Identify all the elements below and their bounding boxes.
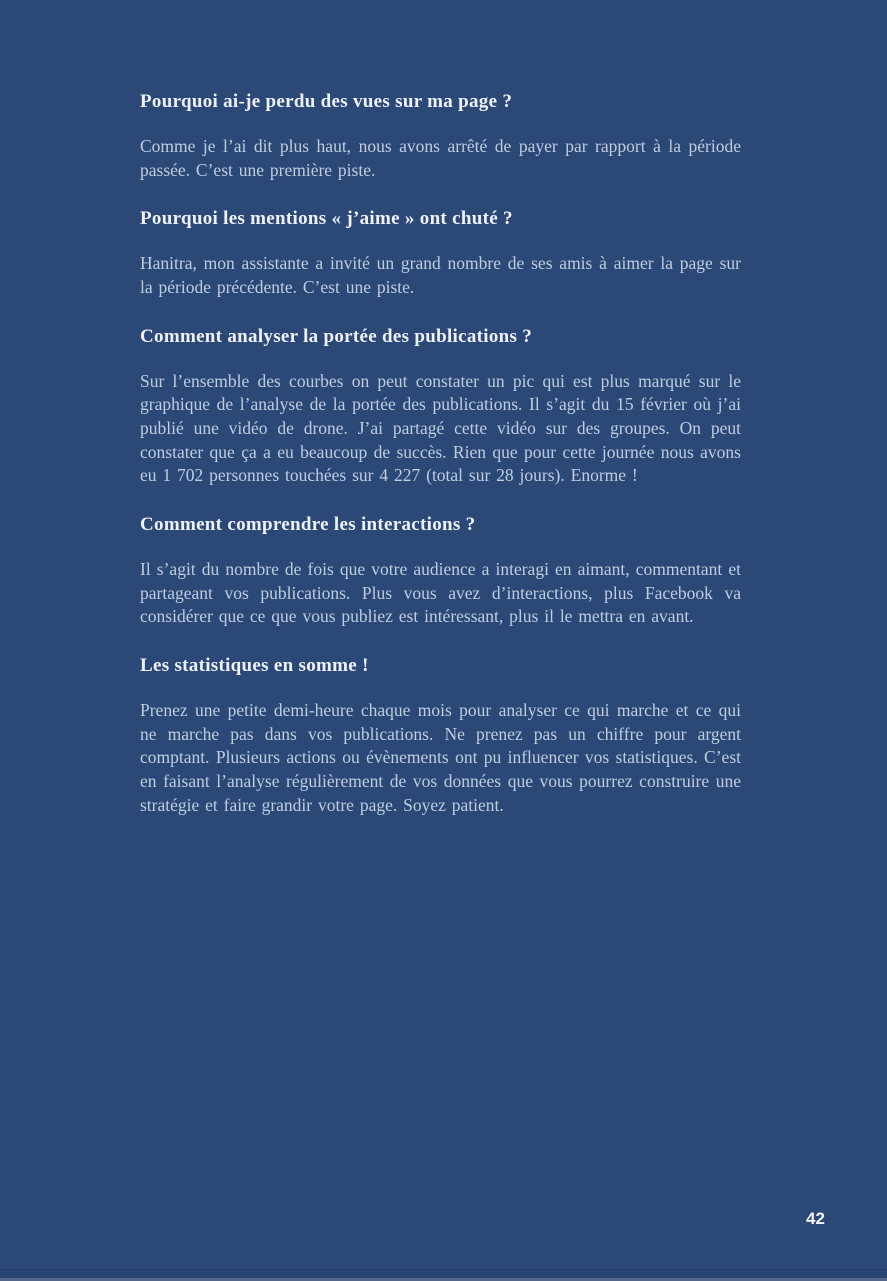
section-paragraph: Sur l’ensemble des courbes on peut constater un pic qui est plus marqué sur le graphique de l’analyse de la portée des publications. Il s’agit du 15 février où j’ai publié une vidéo de drone. J’ai partagé cette vidéo sur des groupes. On peut constater que ça a eu beaucoup de succès. Rien que pour cette journée nous avons eu 1 702 personnes touchées sur 4 227 (total sur 28 jours). Enorme ! xyxy=(140,370,741,486)
section-paragraph: Prenez une petite demi-heure chaque mois pour analyser ce qui marche et ce qui ne marche pas dans vos publications. Ne prenez pas un chiffre pour argent comptant. Plusieurs actions ou évènements ont pu influencer vos statistiques. C’est en faisant l’analyse régulièrement de vos données que vous pourrez construire une stratégie et faire grandir votre page. Soyez patient. xyxy=(140,699,741,815)
section-vues-perdues xyxy=(140,90,741,182)
page-bottom-shade xyxy=(0,1269,887,1278)
section-statistiques-somme xyxy=(140,654,741,817)
section-heading: Comment analyser la portée des publications ? xyxy=(140,325,533,347)
section-heading: Pourquoi les mentions « j’aime » ont chuté ? xyxy=(140,208,513,230)
section-portee-publications xyxy=(140,325,741,488)
section-heading: Les statistiques en somme ! xyxy=(140,654,369,676)
text-column xyxy=(140,90,741,817)
section-paragraph: Comme je l’ai dit plus haut, nous avons arrêté de payer par rapport à la période passée. C’est une première piste. xyxy=(140,136,741,180)
section-paragraph: Il s’agit du nombre de fois que votre audience a interagi en aimant, commentant et partageant vos publications. Plus vous avez d’interactions, plus Facebook va considérer que ce que vous publiez est intéressant, plus il le mettra en avant. xyxy=(140,558,741,627)
page-number: 42 xyxy=(806,1209,825,1228)
section-paragraph: Hanitra, mon assistante a invité un grand nombre de ses amis à aimer la page sur la période précédente. C’est une piste. xyxy=(140,253,741,297)
section-heading: Pourquoi ai-je perdu des vues sur ma page ? xyxy=(140,91,513,112)
section-heading: Comment comprendre les interactions ? xyxy=(140,513,476,535)
section-interactions xyxy=(140,513,741,629)
section-mentions-jaime xyxy=(140,207,741,299)
